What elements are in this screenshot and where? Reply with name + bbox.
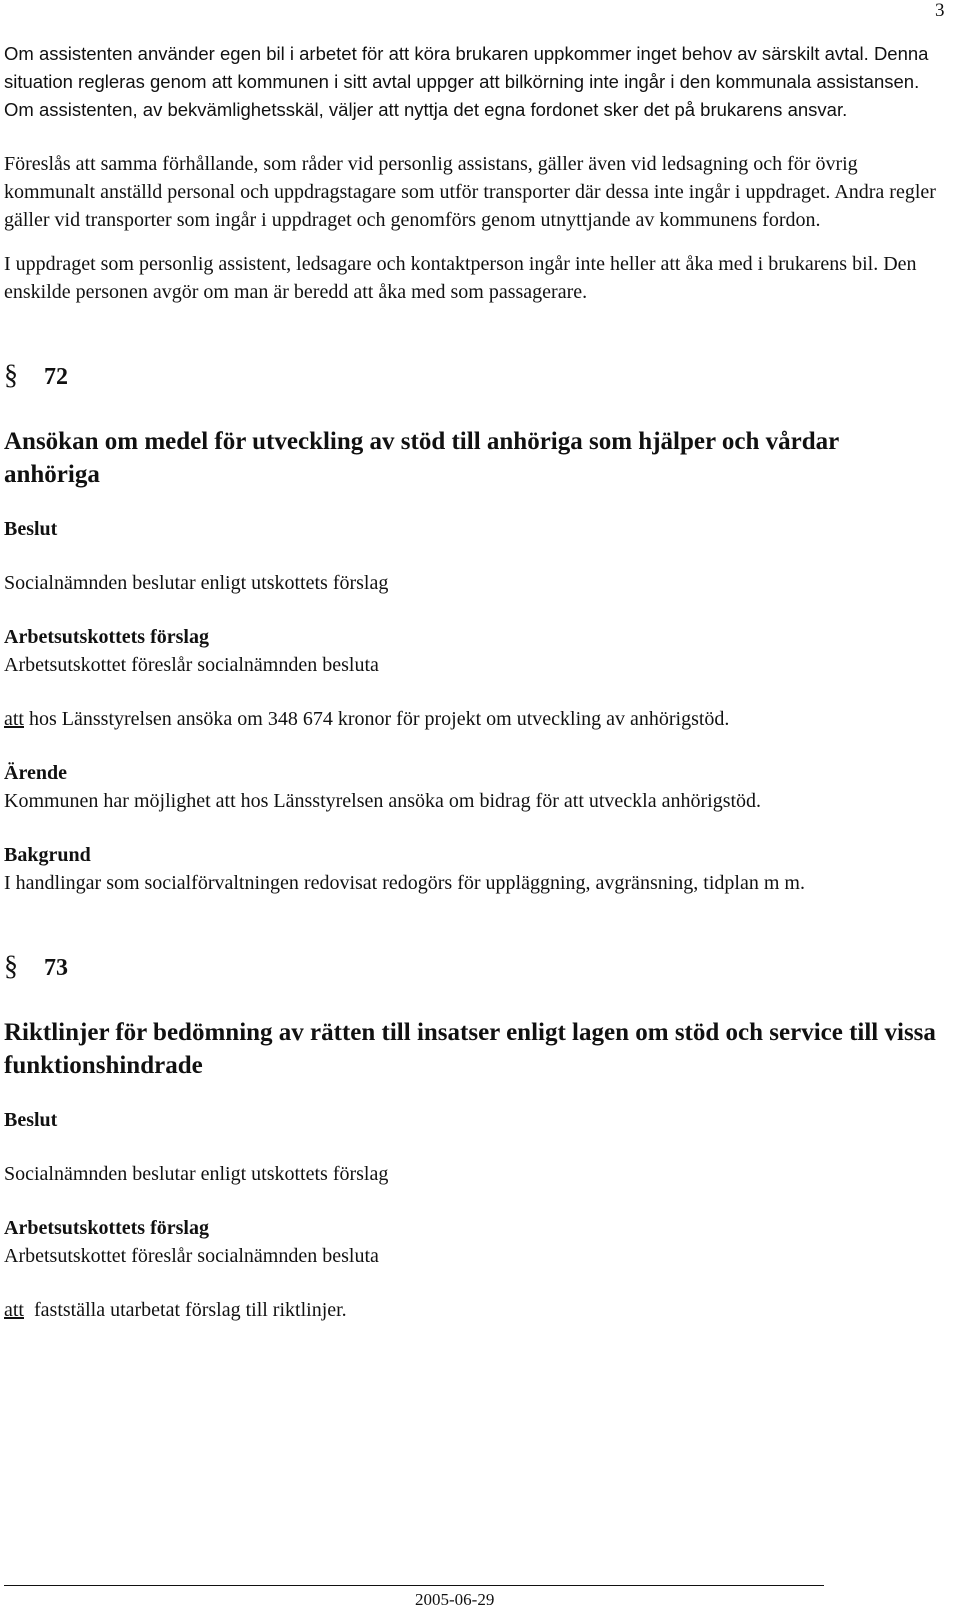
section-symbol: § xyxy=(4,360,18,391)
section-73-title: Riktlinjer för bedömning av rätten till insatser enligt lagen om stöd och service till vissa funktionshindrade xyxy=(4,1019,936,1079)
intro-paragraph-1: Om assistenten använder egen bil i arbetet för att köra brukaren uppkommer inget behov av särskilt avtal. Denna situation regleras genom att kommunen i sitt avtal uppger att bilkörning inte ingår i den kommunala assistansen. Om assistenten, av bekvämlighetsskäl, väljer att nyttja det egna fordonet sker det på brukarens ansvar. xyxy=(4,43,929,120)
att-word: att xyxy=(4,1299,24,1321)
section-number: 72 xyxy=(44,364,68,390)
bakgrund-label: Bakgrund xyxy=(4,844,91,866)
section-number: 73 xyxy=(44,955,68,981)
intro-paragraph-2: Föreslås att samma förhållande, som råder vid personlig assistans, gäller även vid ledsagning och för övrig kommunalt anställd personal och uppdragstagare som utför transporter där dessa inte ingår i uppdraget. Andra regler gäller vid transporter som ingår i uppdraget och genomförs genom utnyttjande av kommunens fordon. xyxy=(4,153,936,231)
bakgrund-text: I handlingar som socialförvaltningen redovisat redogörs för uppläggning, avgränsning, tidplan m m. xyxy=(4,872,805,894)
section-72-title: Ansökan om medel för utveckling av stöd till anhöriga som hjälper och vårdar anhöriga xyxy=(4,428,839,488)
section-symbol: § xyxy=(4,951,18,982)
att-clause xyxy=(4,705,939,733)
att-text: hos Länsstyrelsen ansöka om 348 674 kronor för projekt om utveckling av anhörigstöd. xyxy=(24,708,730,730)
beslut-label: Beslut xyxy=(4,1109,58,1131)
document-body xyxy=(4,40,939,1324)
section-73-marker xyxy=(4,949,939,986)
intro-paragraph-3: I uppdraget som personlig assistent, ledsagare och kontaktperson ingår inte heller att åka med i brukarens bil. Den enskilde personen avgör om man är beredd att åka med som passagerare. xyxy=(4,253,917,303)
att-word: att xyxy=(4,708,24,730)
au-text: Arbetsutskottet föreslår socialnämnden besluta xyxy=(4,654,379,676)
beslut-label: Beslut xyxy=(4,518,58,540)
arende-label: Ärende xyxy=(4,762,67,784)
att-text: fastställa utarbetat förslag till riktlinjer. xyxy=(24,1299,347,1321)
beslut-text: Socialnämnden beslutar enligt utskottets förslag xyxy=(4,1163,389,1185)
footer-date: 2005-06-29 xyxy=(415,1590,495,1609)
au-label: Arbetsutskottets förslag xyxy=(4,626,209,648)
beslut-text: Socialnämnden beslutar enligt utskottets förslag xyxy=(4,572,389,594)
page-number: 3 xyxy=(935,0,945,21)
arende-text: Kommunen har möjlighet att hos Länsstyrelsen ansöka om bidrag för att utveckla anhörigstöd. xyxy=(4,790,762,812)
section-72-marker xyxy=(4,358,939,395)
au-label: Arbetsutskottets förslag xyxy=(4,1217,209,1239)
att-clause xyxy=(4,1296,939,1324)
footer-rule xyxy=(4,1585,824,1586)
au-text: Arbetsutskottet föreslår socialnämnden besluta xyxy=(4,1245,379,1267)
